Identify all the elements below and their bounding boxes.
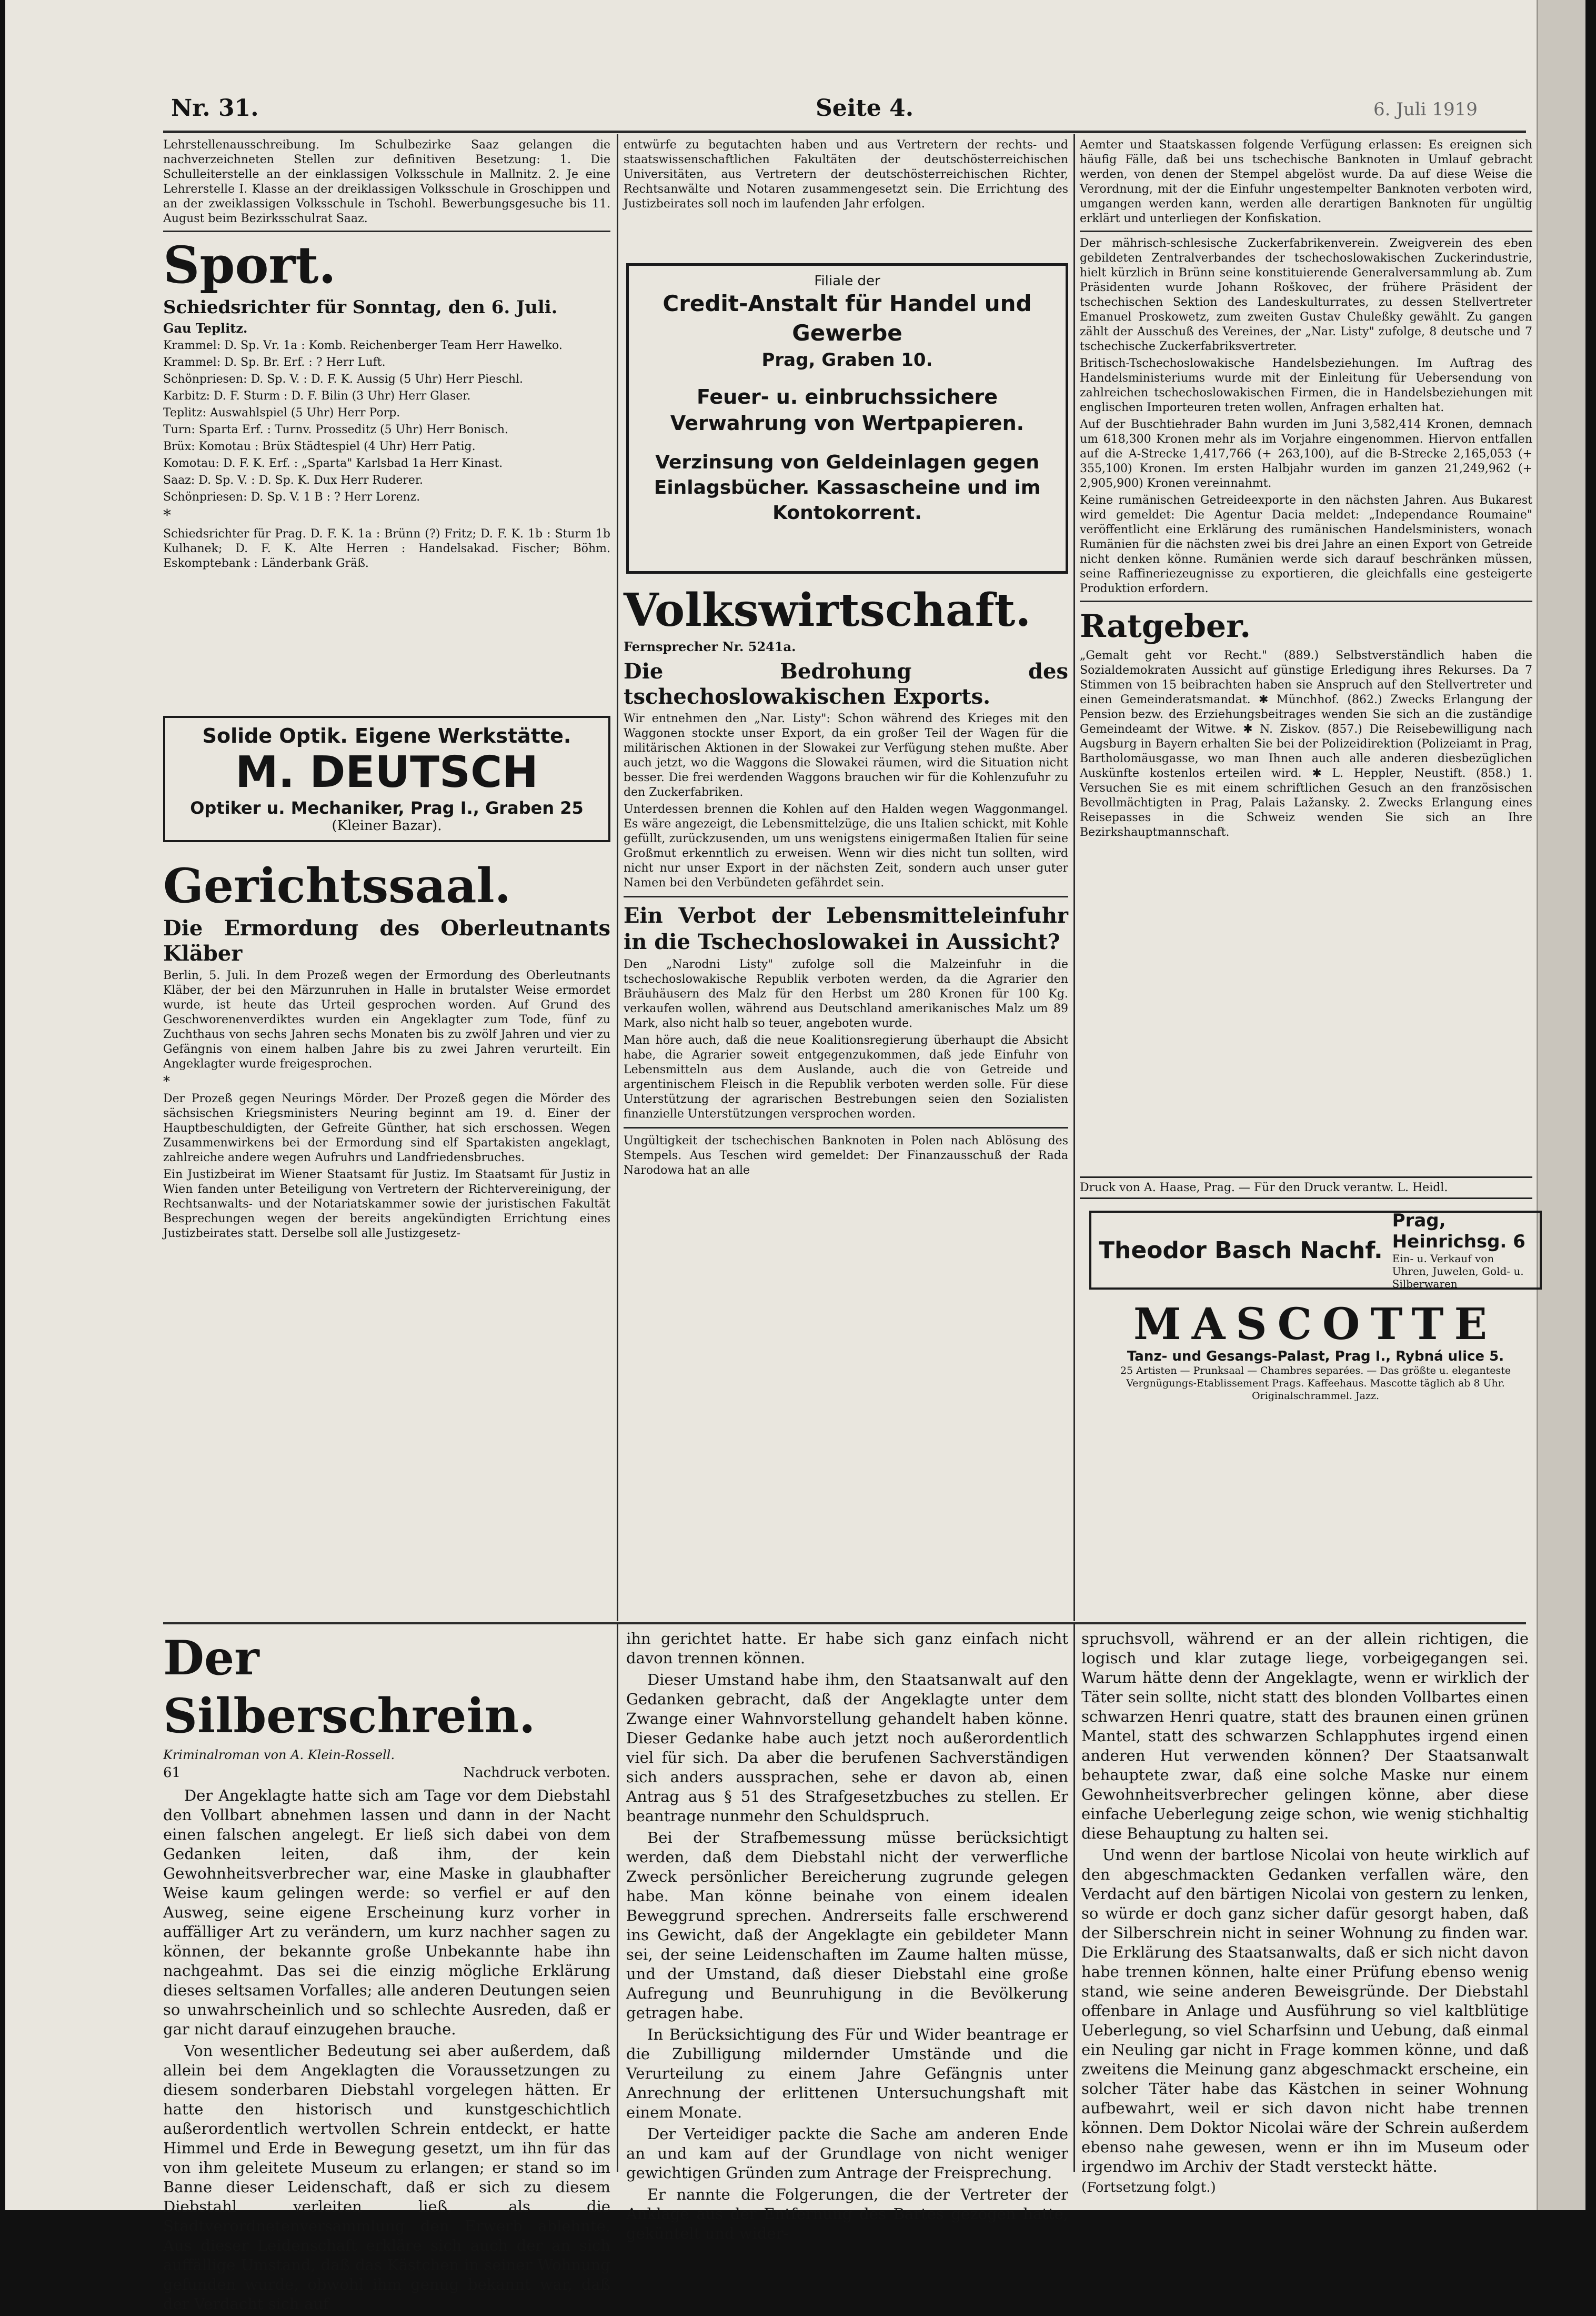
column-rule [617, 134, 618, 1621]
gerichtssaal-section [163, 858, 610, 1243]
sport-line: Karbitz: D. F. Sturm : D. F. Bilin (3 Uhr) Herr Glaser. [163, 390, 471, 403]
sport-line: Turn: Sparta Erf. : Turnv. Prosseditz (5 Uhr) Herr Bonisch. [163, 423, 509, 436]
ratgeber-title: Ratgeber. [1080, 608, 1251, 645]
article-continuation: Aemter und Staatskassen folgende Verfügung erlassen: Es ereignen sich häufig Fälle, daß bei uns tschechische Banknoten in Umlauf gebracht werden, von denen der Stempel abgelöst wurde. Da auf diese Weise die Verordnung, mit der die Einfuhr ungestempelter Banknoten verboten wird, umgangen werden kann, werden alle derartigen Banknoten für ungültig erklärt und unterliegen der Konfiskation. [1080, 138, 1532, 225]
sport-line: Saaz: D. Sp. V. : D. Sp. K. Dux Herr Ruderer. [163, 474, 424, 487]
novel-paragraph: Von wesentlicher Bedeutung sei aber außerdem, daß allein bei dem Angeklagten die Voraussetzungen zu diesem sonderbaren Diebstahl vorgelegen hätten. Er hatte den historisch und kunstgeschichtlich außerordentlich wertvollen Schrein entdeckt, er hatte Himmel und Erde in Bewegung gesetzt, um ihn für das von ihm geleitete Museum zu erlangen; er stand so im Banne dieser Leidenschaft, daß er sich zu diesem Diebstahl verleiten ließ, als die Stadtverordnetenversammlung den Erwerb ablehnte. Aus dieser Leidenschaft erkläre sich auch der an sich auffällige Umstand, daß das Kästchen in seiner Wohnung gefunden wurde, obwohl ihm genug bekannt war, daß der Verdacht sich auf [163, 2042, 610, 2313]
ad-bank-address: Prag, Graben 10. [761, 350, 933, 371]
novel-paragraph: Dieser Umstand habe ihm, den Staatsanwalt auf den Gedanken gebracht, daß der Angeklagte unter dem Zwange einer Wahnvorstellung gehandelt haben könne. Dieser Gedanke habe auch jetzt noch außerordentlich viel für sich. Da aber die berufenen Sachverständigen sich anders aussprachen, sehe er davon ab, einen Antrag aus § 51 des Strafgesetzbuches zu stellen. Er beantrage nunmehr den Schuldspruch. [626, 1671, 1068, 1825]
column-rule [1073, 134, 1075, 1621]
novel-paragraph: Und wenn der bartlose Nicolai von heute wirklich auf den abgeschmackten Gedanken verfallen wäre, den Verdacht auf den bärtigen Nicolai von gestern zu lenken, so würde er doch ganz sicher dafür gesorgt haben, daß der Silberschrein nicht in seiner Wohnung zu finden war. Die Erklärung des Staatsanwalts, daß er sich nicht davon habe trennen können, halte einer Prüfung ebenso wenig stand, wie seine anderen Beweisgründe. Der Diebstahl offenbare in Anlage und Ausführung so viel kaltblütige Ueberlegung, so viel Scharfsinn und Uebung, daß einmal ein Neuling gar nicht in Frage kommen könne, und daß zweitens die Meinung ganz abgeschmackt erscheine, ein solcher Täter habe das Kästchen in seiner Wohnung aufbewahrt, weil er sich davon nicht habe trennen können. Dem Doktor Nicolai wäre der Schrein außerdem ebenso nahe gewesen, wenn er ihn im Museum oder irgendwo im Archiv der Stadt versteckt hätte. [1081, 1846, 1529, 2175]
novel-meta [163, 1765, 610, 1781]
ad-address: Optiker u. Mechaniker, Prag I., Graben 25 [190, 798, 584, 818]
newspaper-page [5, 0, 1584, 2313]
asterisk-divider: * [163, 1074, 170, 1090]
feuilleton-col-2 [626, 1629, 1068, 2245]
sport-line: Schönpriesen: D. Sp. V. 1 B : ? Herr Lorenz. [163, 491, 420, 504]
novel-author: Kriminalroman von A. Klein-Rossell. [163, 1748, 395, 1762]
issue-date: 6. Juli 1919 [1373, 99, 1478, 120]
article-title: Ein Verbot der Lebensmitteleinfuhr in die Tschechoslowakei in Aussicht? [624, 903, 1068, 954]
article-paragraph: Ungültigkeit der tschechischen Banknoten in Polen nach Ablösung des Stempels. Aus Teschen wird gemeldet: Der Finanzausschuß der Rada Narodowa hat an alle [624, 1134, 1068, 1177]
divider [1080, 601, 1532, 602]
vw-title: Volkswirtschaft. [624, 584, 1031, 637]
novel-paragraph: Der Verteidiger packte die Sache am anderen Ende an und kam auf der Grundlage von nicht weniger gewichtigen Gründen zum Antrage der Freisprechung. [626, 2125, 1068, 2182]
column-rule [617, 1624, 618, 2172]
vw-phone: Fernsprecher Nr. 5241a. [624, 639, 796, 654]
ad-tagline: Solide Optik. Eigene Werkstätte. [202, 724, 571, 747]
feuilleton-rule [163, 1622, 1526, 1624]
ad-bank-line1: Feuer- u. einbruchssichere Verwahrung von Wertpapieren. [670, 385, 1025, 435]
ratgeber-text: „Gemalt geht vor Recht." (889.) Selbstverständlich haben die Sozialdemokraten Aussicht auf günstige Erledigung ihres Rekurses. Da 7 Stimmen von 15 beibrachten haben sie Anspruch auf den Stellvertreter und einen Gemeinderatsmandat. ✱ Münchhof. (862.) Zwecks Erlangung der Pension bezw. des Erziehungsbeitrages wenden Sie sich an die zuständige Gemeindeamt der Witwe. ✱ N. Ziskov. (857.) Die Reisebewilligung nach Augsburg in Bayern erhalten Sie bei der Polizeidirektion (Polizeiamt in Prag, Bartholomäusgasse, wo man Ihnen auch alle anderen diesbezüglichen Auskünfte kostenlos erteilen wird. ✱ L. Heppler, Neustift. (858.) 1. Versuchen Sie es mit einem schriftlichen Gesuch an den französischen Bevollmächtigten in Prag, Palais Lažansky. 2. Zwecks Erlangung eines Reisepasses in die Schweiz wenden Sie sich an Ihre Bezirkshauptmannschaft. [1080, 649, 1532, 839]
reprint-note: Nachdruck verboten. [463, 1765, 610, 1781]
sport-line: Krammel: D. Sp. Vr. 1a : Komb. Reichenberger Team Herr Hawelko. [163, 339, 563, 352]
sport-title: Sport. [163, 235, 336, 295]
ad-company: M. DEUTSCH [235, 747, 538, 797]
article-paragraph: Man höre auch, daß die neue Koalitionsregierung überhaupt die Absicht habe, die Agrarier soweit entgegenzukommen, daß jede Einfuhr von Lebensmitteln aus dem Auslande, auch die von Getreide und argentinischem Fleisch in die Republik verboten werden solle. Für diese Unterstützung der agrarischen Bestrebungen seien den Sozialisten finanzielle Unterstützungen versprochen worden. [624, 1034, 1068, 1121]
divider [163, 231, 610, 232]
novel-paragraph: spruchsvoll, während er an der allein richtigen, die logisch und klar zutage liege, vorbeigegangen sei. Warum hätte denn der Angeklagte, wenn er wirklich der Täter sein sollte, nicht statt des blonden Vollbartes einen schwarzen Henri quatre, statt des braunen einen grünen Mantel, statt des schwarzen Schlapphutes irgend einen anderen Hut verwenden können? Der Staatsanwalt behauptete zwar, daß eine solche Maske nur einem Gewohnheitsverbrecher gelingen könne, aber diese einfache Ueberlegung zeige schon, wie wenig stichhaltig diese Behauptung zu halten sei. [1081, 1630, 1529, 1842]
issue-number: Nr. 31. [171, 95, 259, 122]
feuilleton-col-1 [163, 1629, 610, 2316]
article-paragraph: Wir entnehmen den „Nar. Listy": Schon während des Krieges mit den Waggonen stockte unser Export, da ein großer Teil der Wagen für die militärischen Aktionen in der Slowakei zur Verfügung stehen mußte. Aber auch jetzt, wo die Waggons die Slowakei räumen, wird die Situation nicht besser. Die frei werdenden Waggons brauchen wir für die Kohlenzufuhr zu den Zuckerfabriken. [624, 712, 1068, 799]
volkswirtschaft-section [624, 584, 1068, 1180]
novel-paragraph: Der Angeklagte hatte sich am Tage vor dem Diebstahl den Vollbart abnehmen lassen und dann in der Nacht einen falschen angelegt. Er ließ sich dabei von dem Gedanken leiten, daß ihm, der kein Gewohnheitsverbrecher war, eine Maske in glaubhafter Weise kaum gelingen werde: so verfiel er auf den Ausweg, seine eigene Erscheinung kurz vorher in auffälliger Art zu verändern, um kurz nachher sagen zu können, der bekannte große Unbekannte habe ihn nachgeahmt. Das sei die einzig mögliche Erklärung dieses seltsamen Vorfalles; alle anderen Deutungen seien so unwahrscheinlich und so schlechte Ausreden, daß er gar nicht darauf einzugehen brauche. [163, 1786, 610, 2038]
installment-number: 61 [163, 1765, 181, 1781]
basch-ad [1089, 1211, 1542, 1290]
lehrstellen-notice: Lehrstellenausschreibung. Im Schulbezirke Saaz gelangen die nachverzeichneten Stellen zur definitiven Besetzung: 1. Die Schulleiterstelle an der einklassigen Volksschule in Mallnitz. 2. Je eine Lehrerstelle I. Klasse an der dreiklassigen Volksschule in Groschippen und an der zweiklassigen Volksschule in Tschohl. Bewerbungsgesuche bis 11. August beim Bezirksschulrat Saaz. [163, 138, 610, 225]
divider [624, 1127, 1068, 1129]
sport-line: Teplitz: Auswahlspiel (5 Uhr) Herr Porp. [163, 406, 400, 420]
novel-paragraph: Bei der Strafbemessung müsse berücksichtigt werden, daß dem Diebstahl nicht der verwerfliche Zweck persönlicher Bereicherung zugrunde gelegen habe. Man könne beinahe von einem idealen Beweggrund sprechen. Andrerseits falle erschwerend ins Gewicht, daß der Angeklagte ein gebildeter Mann sei, der seine Leidenschaften im Zaume halten müsse, und der Umstand, daß dieser Diebstahl eine große Aufregung und Beunruhigung in die Bevölkerung getragen habe. [626, 1829, 1068, 2022]
asterisk-divider: * [163, 506, 171, 525]
article-continuation: entwürfe zu begutachten haben und aus Vertretern der rechts- und staatswissenschaftlichen Fakultäten der deutschösterreichischen Universitäten, aus Vertretern der deutschösterreichischen Richter, Rechtsanwälte und Notaren zusammengesetzt sein. Die Errichtung des Justizbeirates soll noch im laufenden Jahr erfolgen. [624, 138, 1068, 211]
divider [1080, 231, 1532, 232]
novel-paragraph: Er nannte die Folgerungen, die der Vertreter der Anklage aus der Entfernung des Bartes gezogen hatte, geküntelt und wider- [626, 2185, 1068, 2242]
ad-bank-name: Credit-Anstalt für Handel und Gewerbe [663, 291, 1032, 346]
continuation-note: (Fortsetzung folgt.) [1081, 2180, 1216, 2195]
ad-mascotte-line2: 25 Artisten — Prunksaal — Chambres separées. — Das größte u. eleganteste Vergnügungs-Etablissement Prags. Kaffeehaus. Mascotte täglich ab 8 Uhr. Originalschrammel. Jazz. [1120, 1365, 1511, 1402]
article-paragraph: Ein Justizbeirat im Wiener Staatsamt für Justiz. Im Staatsamt für Justiz in Wien fanden unter Beteiligung von Vertretern der Richtervereinigung, der Rechtsanwalts- und der Notariatskammer sowie der juristischen Fakultät Besprechungen wegen der bereits angekündigten Errichtung eines Justizbeirates statt. Derselbe soll alle Justizgesetz- [163, 1168, 610, 1240]
article-paragraph: Keine rumänischen Getreideexporte in den nächsten Jahren. Aus Bukarest wird gemeldet: Die Agentur Dacia meldet: „Independance Roumaine" veröffentlicht eine Erklärung des rumänischen Handelsministers, wonach Rumänien für die nächsten zwei bis drei Jahre an einen Export von Getreide nicht denken könne. Rumänien werde sich darauf beschränken müssen, seine Raffineriezeugnisse zu exportieren, die gleichfalls eine gesteigerte Produktion erfordern. [1080, 494, 1532, 595]
novel-title: Der Silberschrein. [163, 1630, 536, 1744]
divider [624, 896, 1068, 897]
ad-basch-name: Theodor Basch Nachf. [1099, 1236, 1383, 1264]
feuilleton-col-3 [1081, 1629, 1529, 2198]
ad-mascotte-name: MASCOTTE [1133, 1299, 1498, 1350]
sport-subtitle: Schiedsrichter für Sonntag, den 6. Juli. [163, 297, 558, 318]
article-title: Die Bedrohung des tschechoslowakischen Exports. [624, 659, 1068, 709]
druck-line: Druck von A. Haase, Prag. — Für den Druck verantw. L. Heidl. [1080, 1176, 1532, 1199]
ad-filiale: Filiale der [814, 273, 880, 289]
gau-heading: Gau Teplitz. [163, 321, 248, 336]
ad-subline: (Kleiner Bazar). [332, 818, 442, 834]
ad-bank-line2: Verzinsung von Geldeinlagen gegen Einlagsbücher. Kassascheine und im Kontokorrent. [654, 452, 1041, 524]
article-paragraph: Der Prozeß gegen Neurings Mörder. Der Prozeß gegen die Mörder des sächsischen Kriegsministers Neuring beginnt am 19. d. Einer der Hauptbeschuldigten, der Gefreite Günther, hat sich erschossen. Wegen Zusammenwirkens bei der Ermordung sind elf Spartakisten angeklagt, zahlreiche andere wegen Aufruhrs und Landfriedensbruches. [163, 1092, 610, 1164]
gericht-title: Gerichtssaal. [163, 858, 511, 914]
article-paragraph: Der mährisch-schlesische Zuckerfabrikenverein. Zweigverein des eben gebildeten Zentralverbandes der tschechoslowakischen Zuckerindustrie, hielt kürzlich in Brünn seine konstituierende Generalversammlung ab. Zum Präsidenten wurde Johann Roškovec, der frühere Präsident der tschechischen Sektion des Landeskulturrates, zu dessen Stellvertreter Emanuel Proskowetz, zum zweiten Gustav Chuleßky gewählt. Zu gangen zählt der Ausschuß des Vereines, der „Nar. Listy" zufolge, 8 deutsche und 7 tschechische Zuckerfabriksvertreter. [1080, 237, 1532, 353]
optik-ad [163, 716, 610, 842]
mascotte-ad [1089, 1300, 1542, 1405]
sport-line: Schönpriesen: D. Sp. V. : D. F. K. Aussig (5 Uhr) Herr Pieschl. [163, 373, 524, 386]
sport-line: Brüx: Komotau : Brüx Städtespiel (4 Uhr) Herr Patig. [163, 440, 476, 453]
novel-paragraph: ihn gerichtet hatte. Er habe sich ganz einfach nicht davon trennen können. [626, 1630, 1068, 1667]
article-paragraph: Britisch-Tschechoslowakische Handelsbeziehungen. Im Auftrag des Handelsministeriums wurde mit der Einleitung für Uebersendung von zahlreichen tschechoslowakischen Firmen, die in Handelsbeziehungen mit englischen Importeuren treten wollen, Anfragen erhalten hat. [1080, 357, 1532, 414]
article-paragraph: Auf der Buschtiehrader Bahn wurden im Juni 3,582,414 Kronen, demnach um 618,300 Kronen mehr als im Vorjahre eingenommen. Hiervon entfallen auf die A-Strecke 1,417,766 (+ 263,100), auf die B-Strecke 2,165,053 (+ 355,100) Kronen. Im ersten Halbjahr wurden im ganzen 21,249,962 (+ 2,905,900) Kronen vereinnahmt. [1080, 418, 1532, 490]
prag-referees: Schiedsrichter für Prag. D. F. K. 1a : Brünn (?) Fritz; D. F. K. 1b : Sturm 1b Kulhanek; D. F. K. Alte Herren : Handelsakad. Fischer; Böhm. Eskomptebank : Länderbank Gräß. [163, 527, 610, 570]
article-paragraph: Den „Narodni Listy" zufolge soll die Malzeinfuhr in die tschechoslowakische Republik verboten werden, da die Agrarier den Bräuhäusern des Malz für den Herbst um 280 Kronen für 100 Kg. verkaufen wollen, während aus Deutschland amerikanisches Malz um 89 Mark, also nicht halb so teuer, angeboten wurde. [624, 958, 1068, 1030]
column-rule [1073, 1624, 1075, 2172]
ad-basch-desc: Ein- u. Verkauf von Uhren, Juwelen, Gold- u. Silberwaren [1392, 1252, 1524, 1290]
header-rule [163, 131, 1526, 133]
sport-line: Komotau: D. F. K. Erf. : „Sparta" Karlsbad 1a Herr Kinast. [163, 457, 503, 470]
gericht-subtitle: Die Ermordung des Oberleutnants Kläber [163, 916, 610, 966]
column-2 [624, 138, 1068, 214]
credit-anstalt-ad [626, 263, 1068, 574]
page-edge [1537, 0, 1585, 2210]
ad-mascotte-line1: Tanz- und Gesangs-Palast, Prag I., Rybná ulice 5. [1127, 1349, 1504, 1364]
column-1 [163, 138, 610, 573]
sport-line: Krammel: D. Sp. Br. Erf. : ? Herr Luft. [163, 356, 386, 369]
novel-paragraph: In Berücksichtigung des Für und Wider beantrage er die Zubilligung mildernder Umstände und die Verurteilung zu einem Jahre Gefängnis unter Anrechnung der erlittenen Untersuchungshaft mit einem Monate. [626, 2025, 1068, 2121]
column-3 [1080, 138, 1532, 842]
page-number: Seite 4. [816, 95, 914, 122]
article-paragraph: Unterdessen brennen die Kohlen auf den Halden wegen Waggonmangel. Es wäre angezeigt, die Lebensmittelzüge, die uns Italien schickt, mit Kohle gefüllt, zurückzusenden, um uns wenigstens einigermaßen Italien für seine Großmut erkenntlich zu erweisen. Wenn wir dies nicht tun sollten, wird nicht nur unser Export in der nächsten Zeit, sondern auch unser guter Namen bei den Verbündeten gefährdet sein. [624, 803, 1068, 890]
ad-basch-address: Prag, Heinrichsg. 6 [1392, 1210, 1525, 1252]
article-paragraph: Berlin, 5. Juli. In dem Prozeß wegen der Ermordung des Oberleutnants Kläber, der bei den Märzunruhen in Halle in brutalster Weise ermordet wurde, ist heute das Urteil gesprochen worden. Auf Grund des Geschworenenverdiktes wurden ein Angeklagter zum Tode, fünf zu Zuchthaus von sechs Jahren sechs Monaten bis zu zwölf Jahren und vier zu Gefängnis von einem halben Jahre bis zu zwei Jahren verurteilt. Ein Angeklagter wurde freigesprochen. [163, 969, 610, 1071]
